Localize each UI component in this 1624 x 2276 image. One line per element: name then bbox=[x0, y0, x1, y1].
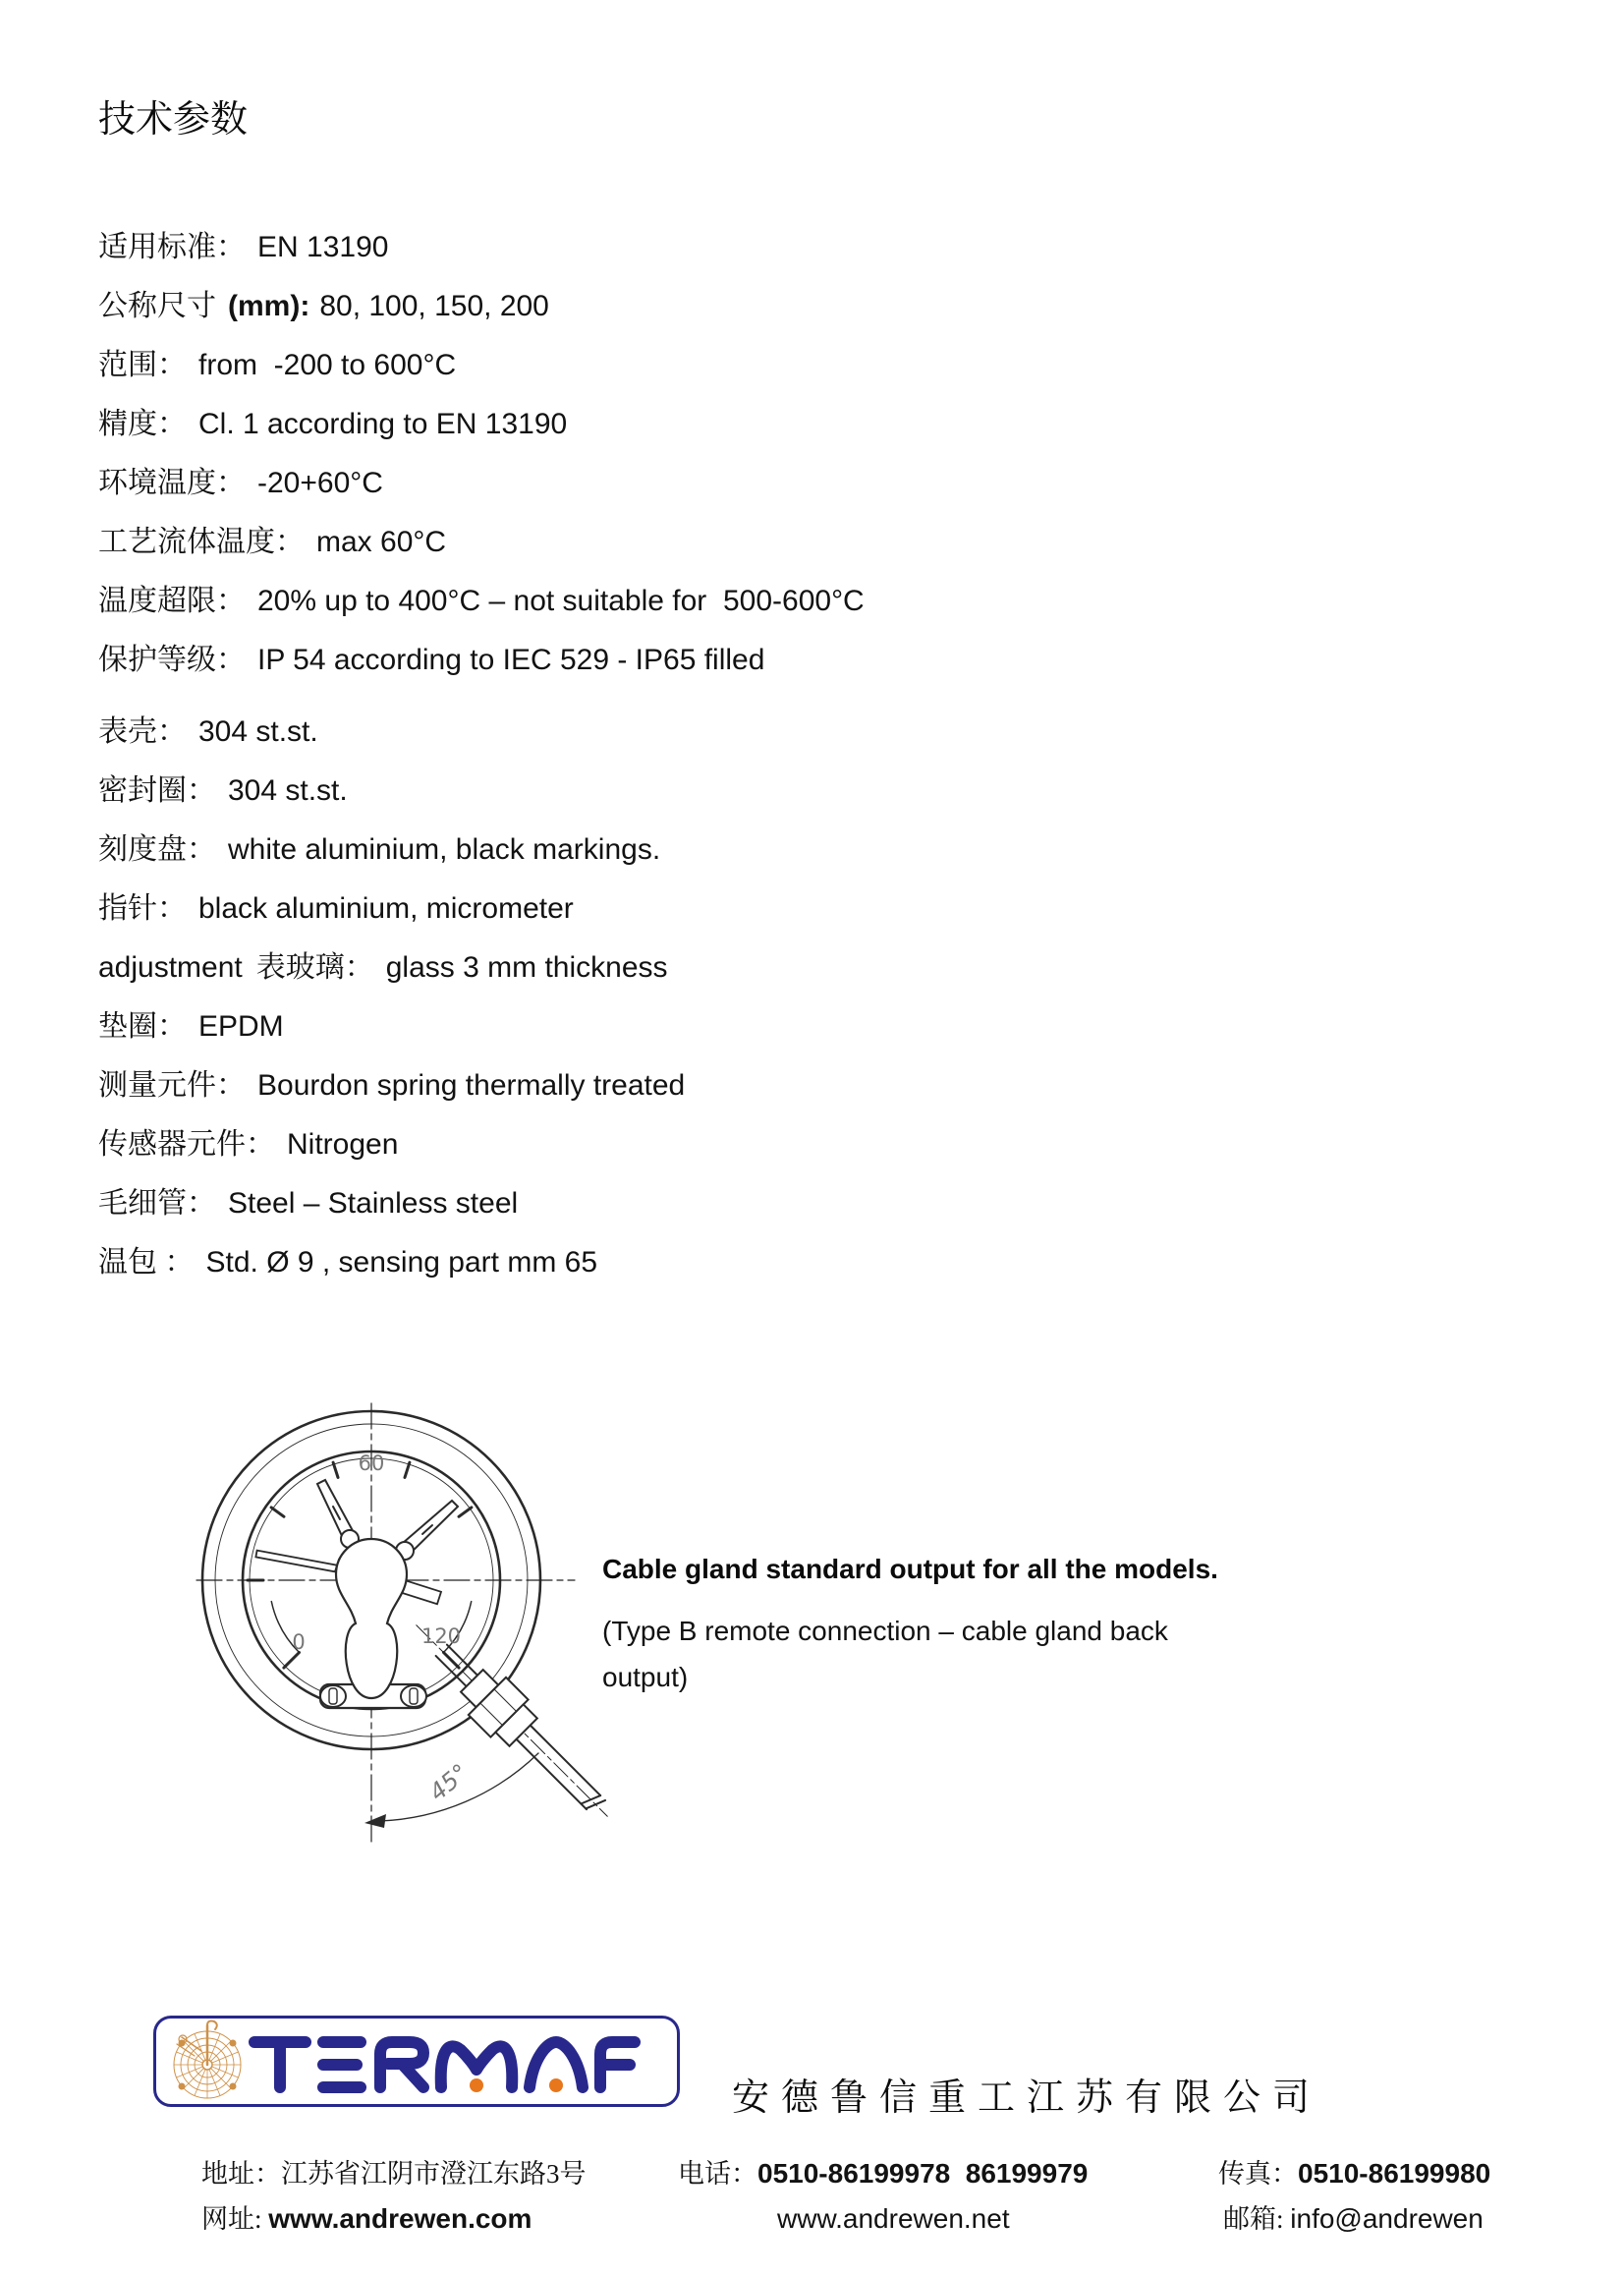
spec-label: 工艺流体温度： bbox=[98, 526, 305, 558]
spec-label-bold: (mm): bbox=[228, 290, 310, 322]
spec-row bbox=[98, 1056, 1523, 1115]
spec-row bbox=[98, 1115, 1523, 1174]
spec-value: 304 st.st. bbox=[228, 774, 348, 807]
spec-label: 刻度盘： bbox=[98, 833, 216, 866]
dimension-arrowhead bbox=[364, 1814, 386, 1828]
dial-label-0: 0 bbox=[292, 1630, 306, 1654]
spec-row bbox=[98, 762, 1523, 821]
spec-row bbox=[98, 277, 1523, 336]
spec-row bbox=[98, 821, 1523, 880]
dial-label-60: 60 bbox=[358, 1451, 385, 1475]
spec-value: 304 st.st. bbox=[198, 715, 318, 748]
spec-row bbox=[98, 1233, 1523, 1292]
spec-row bbox=[98, 939, 1523, 997]
website-net: www.andrewen.net bbox=[777, 2203, 1010, 2234]
spec-label: 温度超限： bbox=[98, 585, 246, 617]
footer-contact-row bbox=[0, 2109, 1624, 2189]
spec-label: 公称尺寸 bbox=[98, 290, 216, 322]
bracket-screw-left bbox=[320, 1685, 346, 1707]
spec-label: 指针： bbox=[98, 892, 187, 925]
web-label: 网址: bbox=[201, 2204, 269, 2234]
page-title: 技术参数 bbox=[98, 99, 249, 141]
caption-line-1: (Type B remote connection – cable gland back bbox=[602, 1616, 1168, 1646]
spec-label: 传感器元件： bbox=[98, 1128, 275, 1161]
address-value: 江苏省江阴市澄江东路3号 bbox=[281, 2159, 587, 2189]
spec-value: 20% up to 400°C – not suitable for 500-600°C bbox=[257, 585, 865, 617]
spec-value: 80, 100, 150, 200 bbox=[319, 290, 549, 322]
spec-value: black aluminium, micrometer bbox=[198, 892, 574, 925]
caption-bold-line: Cable gland standard output for all the models. bbox=[602, 1554, 1218, 1584]
spec-row bbox=[98, 395, 1523, 454]
email-value: info@andrewen bbox=[1290, 2203, 1484, 2234]
fax-value: 0510-86199980 bbox=[1298, 2158, 1491, 2189]
spec-value: -20+60°C bbox=[257, 467, 383, 499]
spec-value: Steel – Stainless steel bbox=[228, 1187, 519, 1220]
phone-label: 电话： bbox=[678, 2159, 758, 2189]
spec-row bbox=[98, 218, 1523, 277]
fax-label: 传真： bbox=[1218, 2159, 1299, 2189]
spec-label: 适用标准： bbox=[98, 231, 246, 263]
spec-list bbox=[98, 218, 1523, 1292]
caption-line-2: output) bbox=[602, 1662, 689, 1692]
dial-label-120: 120 bbox=[420, 1624, 462, 1648]
drawing-caption bbox=[602, 1553, 1388, 1700]
spec-value: Nitrogen bbox=[287, 1128, 399, 1161]
website-com: www.andrewen.com bbox=[268, 2203, 532, 2234]
spec-label: 环境温度： bbox=[98, 467, 246, 499]
spec-value: from -200 to 600°C bbox=[198, 349, 457, 381]
spec-label: 精度： bbox=[98, 408, 187, 440]
spec-label: 密封圈： bbox=[98, 774, 216, 807]
spec-value: EPDM bbox=[198, 1010, 284, 1043]
company-name: 安德鲁信重工江苏有限公司 bbox=[732, 2077, 1322, 2119]
footer-web-row bbox=[0, 2154, 1624, 2234]
spec-label: 垫圈： bbox=[98, 1010, 187, 1043]
termaf-logo bbox=[153, 2016, 680, 2107]
email-label: 邮箱: bbox=[1223, 2204, 1291, 2234]
spec-value: white aluminium, black markings. bbox=[228, 833, 661, 866]
spec-value: max 60°C bbox=[316, 526, 447, 558]
spec-row bbox=[98, 336, 1523, 395]
bracket-screw-right bbox=[401, 1685, 426, 1707]
spec-row bbox=[98, 1174, 1523, 1233]
spec-row bbox=[98, 703, 1523, 762]
spec-row bbox=[98, 880, 1523, 939]
phone-value: 0510-86199978 86199979 bbox=[757, 2158, 1089, 2189]
spec-value: glass 3 mm thickness bbox=[385, 951, 668, 984]
spec-row bbox=[98, 572, 1523, 631]
center-hub bbox=[336, 1539, 407, 1698]
spec-value: EN 13190 bbox=[257, 231, 389, 263]
spec-label: 毛细管： bbox=[98, 1187, 216, 1220]
spec-value: IP 54 according to IEC 529 - IP65 filled bbox=[257, 644, 765, 676]
spec-label: 测量元件： bbox=[98, 1069, 246, 1102]
spec-label: 表壳： bbox=[98, 715, 187, 748]
angle-label: 45° bbox=[423, 1758, 475, 1807]
spec-value: Cl. 1 according to EN 13190 bbox=[198, 408, 568, 440]
coil-icon bbox=[174, 2021, 241, 2099]
spec-row bbox=[98, 631, 1523, 690]
spec-label: 表玻璃： bbox=[255, 951, 374, 984]
spec-value: Std. Ø 9 , sensing part mm 65 bbox=[205, 1246, 598, 1279]
spec-row bbox=[98, 454, 1523, 513]
spec-label: 范围： bbox=[98, 349, 187, 381]
spec-value: Bourdon spring thermally treated bbox=[257, 1069, 686, 1102]
spec-row bbox=[98, 997, 1523, 1056]
spec-label: 保护等级： bbox=[98, 644, 246, 676]
spec-row bbox=[98, 513, 1523, 572]
spec-pre: adjustment bbox=[98, 951, 243, 984]
address-label: 地址： bbox=[201, 2159, 282, 2189]
spec-label: 温包 ： bbox=[98, 1246, 195, 1279]
